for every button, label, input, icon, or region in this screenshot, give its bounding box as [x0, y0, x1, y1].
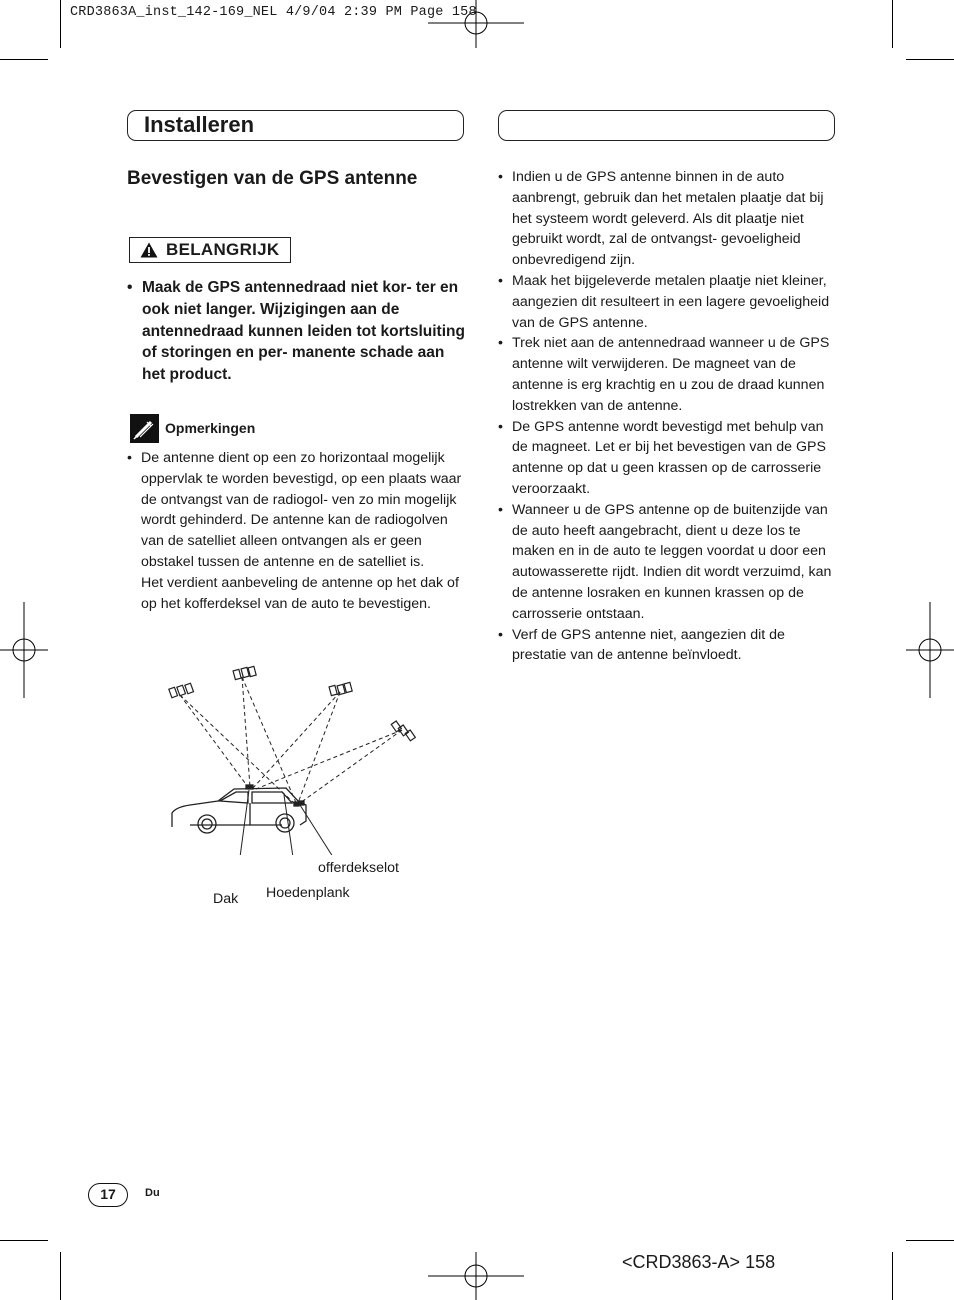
- crop-mark: [60, 1252, 61, 1300]
- right-column-list: [498, 167, 838, 666]
- bullet-icon: •: [127, 450, 132, 466]
- important-text: Maak de GPS antennedraad niet kor- ter en ook niet langer. Wijzigingen aan de antennedraad kunnen leiden tot kortsluiting of storingen en per- manente schade aan het product.: [142, 279, 465, 384]
- registration-mark-bottom: [428, 1252, 524, 1300]
- page-number: 17: [88, 1183, 128, 1207]
- item-text: Verf de GPS antenne niet, aangezien dit de prestatie van de antenne beïnvloedt.: [512, 626, 785, 664]
- diagram-illustration: [150, 655, 450, 855]
- page-title: Installeren: [144, 112, 255, 137]
- item-text: De GPS antenne wordt bevestigd met behulp van de magneet. Let er bij het bevestigen van de GPS antenne op dat u geen krassen op de carrosserie veroorzaakt.: [512, 418, 826, 497]
- notes-list: [127, 448, 467, 614]
- crop-mark: [906, 1240, 954, 1241]
- document-code: <CRD3863-A> 158: [622, 1252, 776, 1272]
- list-item: [498, 417, 838, 500]
- important-label: BELANGRIJK: [166, 240, 280, 259]
- label-roof: Dak: [213, 891, 239, 907]
- bullet-icon: •: [127, 279, 133, 296]
- registration-mark-right: [906, 602, 954, 698]
- list-item-continuation: [127, 573, 467, 615]
- print-slug: CRD3863A_inst_142-169_NEL 4/9/04 2:39 PM Page 158: [70, 5, 477, 20]
- gps-antenna-diagram: [150, 655, 450, 915]
- item-text: Trek niet aan de antennedraad wanneer u de GPS antenne wilt verwijderen. De magneet van de antenne is erg krachtig en u zou de draad kunnen lostrekken van de antenne.: [512, 335, 830, 414]
- bullet-icon: •: [498, 501, 503, 518]
- note-text: Het verdient aanbeveling de antenne op het dak of op het kofferdeksel van de auto te bevestigen.: [141, 574, 459, 612]
- item-text: Wanneer u de GPS antenne op de buitenzijde van de auto heeft aangebracht, dient u deze los te maken en in de auto te leggen voordat u door een autowasserette rijdt. Indien dit wordt verzuimd, kan de antenne losraken en kunnen krassen op de carrosserie ontstaan.: [512, 501, 832, 622]
- empty-header-box: [498, 110, 835, 141]
- list-item: [127, 448, 467, 573]
- warning-icon: [140, 242, 158, 258]
- item-text: Indien u de GPS antenne binnen in de auto aanbrengt, gebruik dan het metalen plaatje dat bij het systeem wordt geleverd. Als dit plaatje niet gebruikt wordt, zal de ontvangst- gevoeligheid onbevredigend zijn.: [512, 169, 824, 269]
- satellite-icon: [169, 683, 194, 698]
- label-shelf: Hoedenplank: [266, 885, 350, 901]
- bullet-icon: •: [498, 169, 503, 185]
- note-text: De antenne dient op een zo horizontaal mogelijk oppervlak te worden bevestigd, op een plaats waar de ontvangst van de radiogol- ven zo min mogelijk wordt gehinderd. De antenne kan de radiogolven van de satelliet alleen ontvangen als er geen obstakel tussen de antenne en de satelliet is.: [141, 450, 462, 570]
- list-item: [498, 500, 838, 625]
- registration-mark-left: [0, 602, 48, 698]
- crop-mark: [60, 0, 61, 48]
- satellite-icon: [391, 721, 415, 741]
- crop-mark: [906, 59, 954, 60]
- bullet-icon: •: [498, 626, 503, 643]
- important-box: [129, 237, 291, 263]
- label-trunk: offerdekselot: [318, 860, 399, 876]
- crop-mark: [0, 1240, 48, 1241]
- bullet-icon: •: [498, 418, 503, 435]
- notes-label: Opmerkingen: [165, 420, 256, 436]
- item-text: Maak het bijgeleverde metalen plaatje niet kleiner, aangezien dit resulteert in een lagere gevoeligheid van de GPS antenne.: [512, 272, 830, 331]
- list-item: [498, 167, 838, 271]
- satellite-icon: [233, 666, 256, 679]
- bullet-icon: •: [498, 335, 503, 352]
- note-pencil-icon: [130, 414, 159, 443]
- crop-mark: [0, 59, 48, 60]
- section-title: Bevestigen van de GPS antenne: [127, 168, 418, 189]
- important-bullet: [127, 277, 467, 386]
- list-item: [498, 271, 838, 333]
- satellite-icon: [329, 682, 352, 695]
- section-header-box: [127, 110, 464, 141]
- crop-mark: [892, 0, 893, 48]
- language-code: Du: [145, 1187, 160, 1199]
- bullet-icon: •: [498, 272, 503, 289]
- crop-mark: [892, 1252, 893, 1300]
- list-item: [498, 625, 838, 667]
- list-item: [498, 333, 838, 416]
